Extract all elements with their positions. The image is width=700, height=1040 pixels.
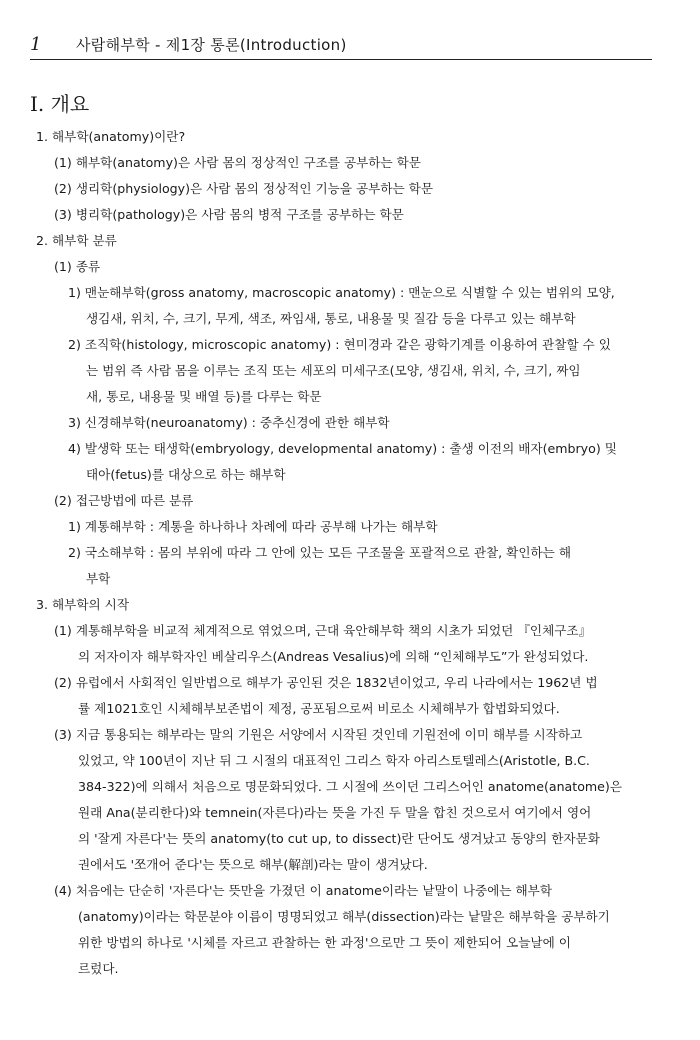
text-line: (1) 종류	[54, 259, 101, 274]
text-line: 태아(fetus)를 대상으로 하는 해부학	[86, 467, 286, 482]
text-line: 의 '잘게 자른다'는 뜻의 anatomy(to cut up, to dissect)란 단어도 생겨났고 동양의 한자문화	[78, 831, 600, 846]
text-line: (2) 생리학(physiology)은 사람 몸의 정상적인 기능을 공부하는 학문	[54, 181, 434, 196]
text-line: 1) 계통해부학 : 계통을 하나하나 차례에 따라 공부해 나가는 해부학	[68, 519, 438, 534]
text-line: 률 제1021호인 시체해부보존법이 제정, 공포됨으로써 비로소 시체해부가 합법화되었다.	[78, 701, 560, 716]
text-line: 384-322)에 의해서 처음으로 명문화되었다. 그 시절에 쓰이던 그리스어인 anatome(anatome)은	[78, 779, 623, 794]
text-line: (3) 지금 통용되는 해부라는 말의 기원은 서양에서 시작된 것인데 기원전에 이미 해부를 시작하고	[54, 727, 583, 742]
text-line: 부학	[86, 571, 111, 586]
running-header	[30, 30, 652, 60]
text-line: (1) 해부학(anatomy)은 사람 몸의 정상적인 구조를 공부하는 학문	[54, 155, 421, 170]
text-line: 1. 해부학(anatomy)이란?	[36, 129, 186, 144]
text-line: (2) 접근방법에 따른 분류	[54, 493, 194, 508]
text-line: 있었고, 약 100년이 지난 뒤 그 시절의 대표적인 그리스 학자 아리스토텔레스(Aristotle, B.C.	[78, 753, 590, 768]
text-line: 새, 통로, 내용물 및 배열 등)를 다루는 학문	[86, 389, 322, 404]
text-line: 르렀다.	[78, 961, 119, 976]
text-line: 4) 발생학 또는 태생학(embryology, developmental anatomy) : 출생 이전의 배자(embryo) 및	[68, 441, 617, 456]
text-line: 3. 해부학의 시작	[36, 597, 130, 612]
text-line: 생김새, 위치, 수, 크기, 무게, 색조, 짜임새, 통로, 내용물 및 질감 등을 다루고 있는 해부학	[86, 311, 576, 326]
text-line: (2) 유럽에서 사회적인 일반법으로 해부가 공인된 것은 1832년이었고, 우리 나라에서는 1962년 법	[54, 675, 598, 690]
running-title: 사람해부학 - 제1장 통론(Introduction)	[76, 36, 347, 54]
text-line: 3) 신경해부학(neuroanatomy) : 중추신경에 관한 해부학	[68, 415, 390, 430]
text-line: 2) 조직학(histology, microscopic anatomy) : 현미경과 같은 광학기계를 이용하여 관찰할 수 있	[68, 337, 611, 352]
text-line: 위한 방법의 하나로 '시체를 자르고 관찰하는 한 과정'으로만 그 뜻이 제한되어 오늘날에 이	[78, 935, 571, 950]
text-line: 2. 해부학 분류	[36, 233, 117, 248]
text-line: 의 저자이자 해부학자인 베살리우스(Andreas Vesalius)에 의해 “인체해부도”가 완성되었다.	[78, 649, 589, 664]
text-line: (1) 계통해부학을 비교적 체계적으로 엮었으며, 근대 육안해부학 책의 시초가 되었던 『인체구조』	[54, 623, 592, 638]
text-line: 2) 국소해부학 : 몸의 부위에 따라 그 안에 있는 모든 구조물을 포괄적으로 관찰, 확인하는 해	[68, 545, 572, 560]
text-line: 1) 맨눈해부학(gross anatomy, macroscopic anatomy) : 맨눈으로 식별할 수 있는 범위의 모양,	[68, 285, 615, 300]
page-number: 1	[30, 34, 42, 55]
text-line: (4) 처음에는 단순히 '자른다'는 뜻만을 가졌던 이 anatome이라는 낱말이 나중에는 해부학	[54, 883, 553, 898]
text-line: (3) 병리학(pathology)은 사람 몸의 병적 구조를 공부하는 학문	[54, 207, 404, 222]
text-line: 권에서도 '쪼개어 준다'는 뜻으로 해부(解剖)라는 말이 생겨났다.	[78, 857, 428, 872]
text-line: (anatomy)이라는 학문분야 이름이 명명되었고 해부(dissection)라는 낱말은 해부학을 공부하기	[78, 909, 610, 924]
section-title: I. 개요	[30, 92, 90, 116]
text-line: 원래 Ana(분리한다)와 temnein(자른다)라는 뜻을 가진 두 말을 합친 것으로서 여기에서 영어	[78, 805, 592, 820]
text-line: 는 범위 즉 사람 몸을 이루는 조직 또는 세포의 미세구조(모양, 생김새, 위치, 수, 크기, 짜임	[86, 363, 581, 378]
